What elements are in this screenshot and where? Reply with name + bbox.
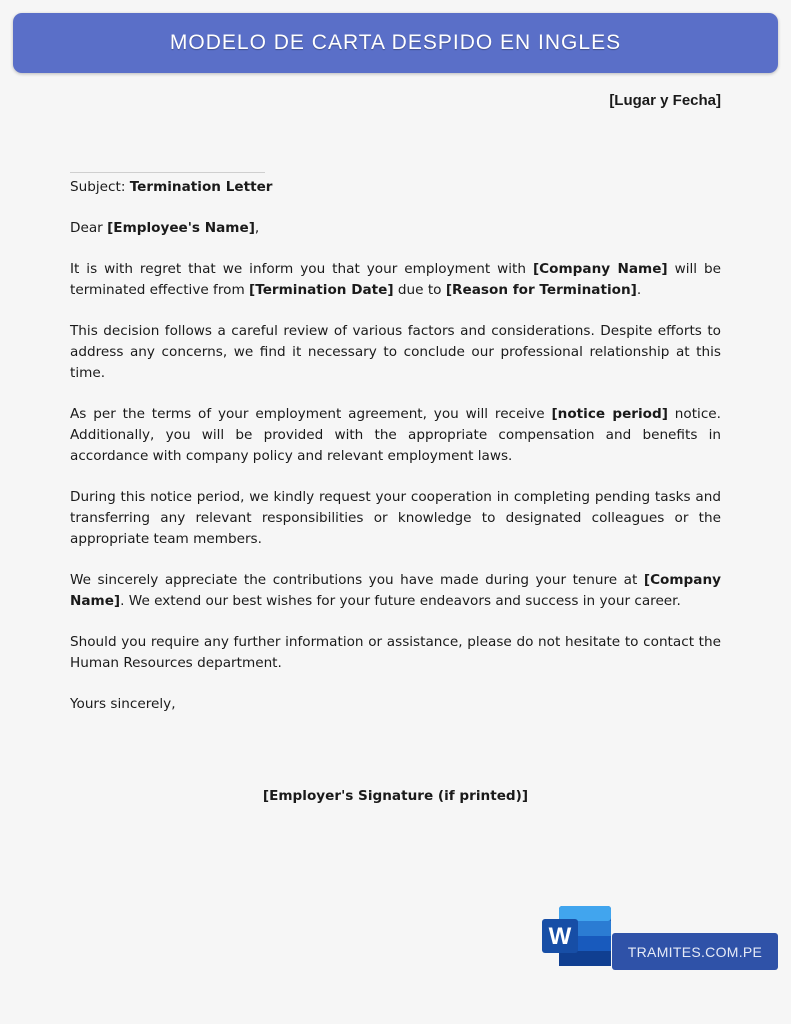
place-date: [Lugar y Fecha] [609, 92, 721, 109]
divider [70, 172, 265, 173]
text-run: We sincerely appreciate the contributions you have made during your tenure at [70, 572, 644, 588]
text-run: notice. Additionally, you will be provided with the appropriate compensation and benefits in accordance with company policy and relevant employment laws. [70, 406, 721, 464]
company-name-placeholder: [Company Name] [70, 572, 721, 609]
paragraph-appreciation [70, 570, 721, 612]
paragraph-decision: This decision follows a careful review of various factors and considerations. Despite efforts to address any concerns, we find it necessary to conclude our professional relationship at this time. [70, 323, 721, 381]
subject-value: Termination Letter [129, 179, 273, 195]
salutation-suffix: , [254, 220, 260, 236]
employee-name-placeholder: [Employee's Name] [107, 220, 255, 236]
termination-date-placeholder: [Termination Date] [249, 282, 394, 298]
subject-line [70, 177, 721, 198]
reason-placeholder: [Reason for Termination] [445, 282, 637, 298]
brand-badge [541, 905, 780, 970]
subject-label: Subject: [70, 179, 130, 195]
paragraph-cooperation: During this notice period, we kindly request your cooperation in completing pending tasks and transferring any relevant responsibilities or knowledge to designated colleagues or the appropriate team members. [70, 489, 721, 547]
paragraph-termination [70, 259, 721, 301]
text-run: . We extend our best wishes for your future endeavors and success in your career. [120, 593, 681, 609]
text-run: As per the terms of your employment agreement, you will receive [70, 406, 552, 422]
text-run: . [636, 282, 642, 298]
company-name-placeholder: [Company Name] [532, 261, 668, 277]
word-icon [541, 905, 613, 967]
notice-period-placeholder: [notice period] [551, 406, 668, 422]
page-title: MODELO DE CARTA DESPIDO EN INGLES [169, 31, 622, 54]
text-run: due to [393, 282, 446, 298]
text-run: It is with regret that we inform you that your employment with [70, 261, 533, 277]
word-icon-letter: W [548, 923, 572, 950]
header-banner [13, 13, 778, 73]
signature-placeholder: [Employer's Signature (if printed)] [262, 788, 529, 804]
salutation-prefix: Dear [70, 220, 108, 236]
brand-pill [612, 933, 778, 970]
salutation [70, 218, 721, 239]
letter-body [70, 177, 721, 735]
brand-site: TRAMITES.COM.PE [627, 943, 763, 960]
paragraph-notice [70, 404, 721, 467]
text-run: will be terminated effective from [70, 261, 722, 298]
closing: Yours sincerely, [70, 696, 176, 712]
paragraph-contact: Should you require any further information or assistance, please do not hesitate to contact the Human Resources department. [70, 634, 721, 671]
